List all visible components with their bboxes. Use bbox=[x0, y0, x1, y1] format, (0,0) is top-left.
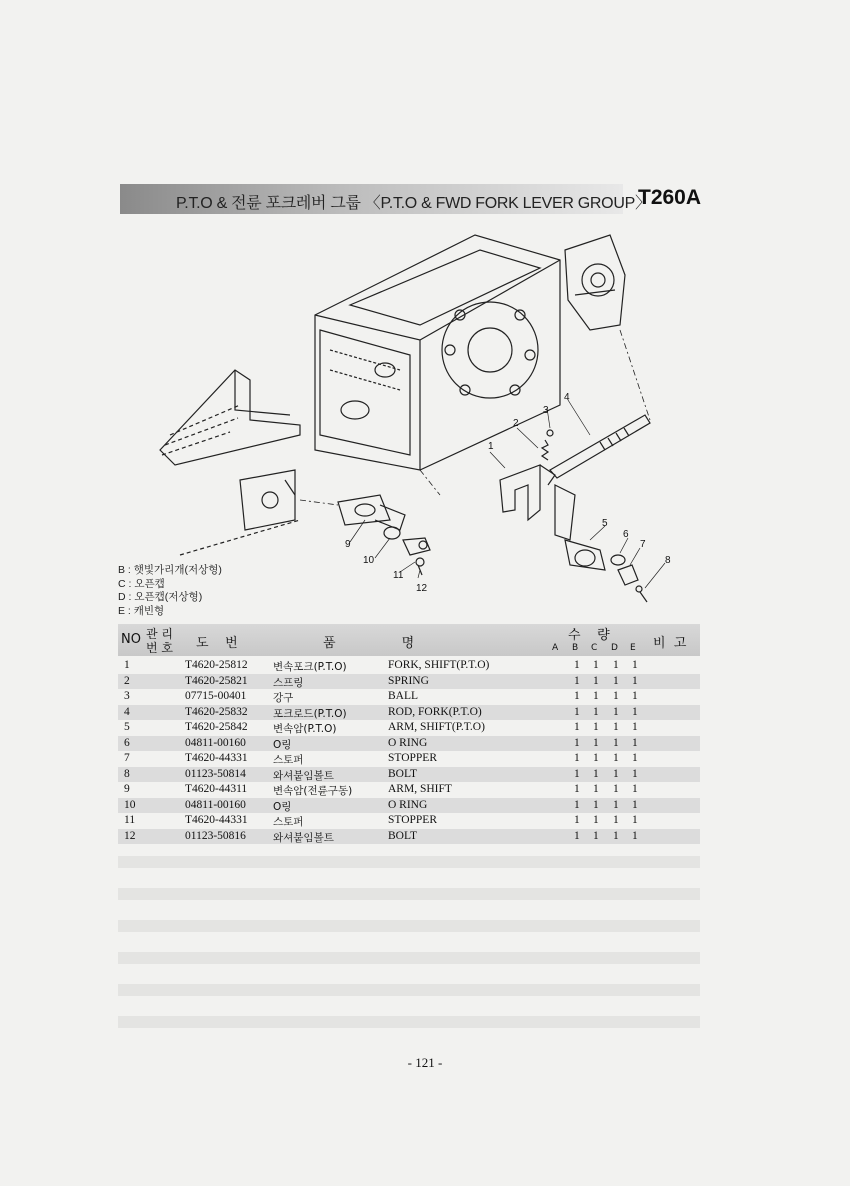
cell-qty-d: 1 bbox=[613, 814, 619, 826]
header-part-name: 품 명 bbox=[323, 636, 415, 651]
cell-name-korean: 변속암(P.T.O) bbox=[273, 723, 337, 735]
callout-9: 9 bbox=[345, 539, 351, 550]
cell-qty-c: 1 bbox=[593, 705, 599, 718]
cell-qty-c: 1 bbox=[593, 829, 599, 842]
cell-no: 8 bbox=[124, 767, 130, 780]
cell-qty-b: 1 bbox=[574, 798, 580, 811]
header-qty-a: A bbox=[552, 643, 559, 653]
table-row bbox=[118, 674, 700, 690]
cell-no: 6 bbox=[124, 736, 130, 749]
cell-name-english: ARM, SHIFT(P.T.O) bbox=[388, 721, 485, 733]
cell-no: 4 bbox=[124, 705, 130, 718]
cell-qty-b: 1 bbox=[574, 736, 580, 749]
table-row bbox=[118, 782, 700, 798]
cell-qty-b: 1 bbox=[574, 767, 580, 780]
cell-qty-d: 1 bbox=[613, 659, 619, 671]
cell-qty-e: 1 bbox=[632, 814, 638, 826]
cell-qty-e: 1 bbox=[632, 721, 638, 733]
table-row bbox=[118, 658, 700, 674]
legend-item-c: C : 오픈캡 bbox=[118, 577, 165, 590]
cell-qty-e: 1 bbox=[632, 705, 638, 718]
cell-name-korean: 와셔붙임볼트 bbox=[273, 831, 334, 844]
cell-no: 2 bbox=[124, 674, 130, 687]
legend-item-b: B : 햇빛가리개(저상형) bbox=[118, 564, 222, 576]
callout-6: 6 bbox=[623, 529, 629, 540]
cell-name-english: BOLT bbox=[388, 829, 417, 842]
cell-qty-e: 1 bbox=[632, 767, 638, 780]
blank-row bbox=[118, 1016, 700, 1028]
callout-12: 12 bbox=[416, 583, 428, 594]
callout-11: 11 bbox=[393, 570, 404, 581]
cell-qty-c: 1 bbox=[593, 798, 599, 811]
cell-name-korean: 스토퍼 bbox=[273, 754, 304, 766]
group-title: P.T.O & 전륜 포크레버 그룹 〈P.T.O & FWD FORK LEVER GROUP〉 bbox=[176, 195, 651, 212]
callout-1: 1 bbox=[488, 441, 494, 452]
cell-name-korean: 포크로드(P.T.O) bbox=[273, 707, 347, 720]
cell-qty-c: 1 bbox=[593, 690, 599, 702]
cell-name-english: FORK, SHIFT(P.T.O) bbox=[388, 659, 490, 671]
table-row bbox=[118, 736, 700, 752]
cell-qty-c: 1 bbox=[593, 767, 599, 780]
header-qty-e: E bbox=[630, 643, 636, 653]
cell-name-english: STOPPER bbox=[388, 752, 438, 764]
cell-no: 5 bbox=[124, 721, 130, 733]
header-no: NO bbox=[121, 632, 141, 647]
cell-part-number: 01123-50816 bbox=[185, 829, 246, 842]
legend-item-e: E : 캐빈형 bbox=[118, 604, 165, 617]
cell-name-korean: O링 bbox=[273, 800, 292, 813]
cell-name-english: ROD, FORK(P.T.O) bbox=[388, 705, 482, 718]
cell-no: 11 bbox=[124, 814, 136, 826]
cell-qty-b: 1 bbox=[574, 752, 580, 764]
cell-part-number: T4620-44331 bbox=[185, 752, 248, 764]
cell-name-english: O RING bbox=[388, 736, 428, 749]
cell-qty-d: 1 bbox=[613, 721, 619, 733]
cell-qty-d: 1 bbox=[613, 829, 619, 842]
cell-no: 3 bbox=[124, 690, 130, 702]
header-qty-c: C bbox=[591, 643, 598, 653]
cell-qty-b: 1 bbox=[574, 829, 580, 842]
cell-part-number: T4620-44331 bbox=[185, 814, 248, 826]
cell-qty-b: 1 bbox=[574, 690, 580, 702]
table-row bbox=[118, 751, 700, 767]
cell-qty-e: 1 bbox=[632, 783, 638, 795]
header-qty-b: B bbox=[572, 643, 579, 653]
callout-8: 8 bbox=[665, 555, 671, 566]
cell-qty-c: 1 bbox=[593, 752, 599, 764]
blank-row bbox=[118, 920, 700, 932]
header-drawing-no: 도 번 bbox=[196, 636, 238, 651]
cell-name-english: ARM, SHIFT bbox=[388, 783, 452, 795]
cell-qty-d: 1 bbox=[613, 767, 619, 780]
callout-2: 2 bbox=[513, 418, 519, 429]
callout-4: 4 bbox=[564, 392, 570, 403]
header-quantity: 수 량 bbox=[568, 628, 610, 643]
cell-qty-e: 1 bbox=[632, 798, 638, 811]
cell-qty-d: 1 bbox=[613, 736, 619, 749]
cell-qty-d: 1 bbox=[613, 798, 619, 811]
callout-3: 3 bbox=[543, 405, 549, 416]
cell-part-number: T4620-25821 bbox=[185, 674, 248, 687]
table-row bbox=[118, 829, 700, 845]
cell-name-korean: 와셔붙임볼트 bbox=[273, 769, 334, 782]
cell-part-number: T4620-25842 bbox=[185, 721, 248, 733]
cell-part-number: 01123-50814 bbox=[185, 767, 246, 780]
cell-qty-e: 1 bbox=[632, 674, 638, 687]
cell-part-number: 04811-00160 bbox=[185, 798, 246, 811]
header-mgmt-2: 번 호 bbox=[146, 641, 173, 655]
cell-part-number: T4620-25812 bbox=[185, 659, 248, 671]
callout-7: 7 bbox=[640, 539, 646, 550]
header-qty-d: D bbox=[611, 643, 618, 653]
table-row bbox=[118, 798, 700, 814]
cell-qty-c: 1 bbox=[593, 674, 599, 687]
table-row bbox=[118, 720, 700, 736]
cell-no: 10 bbox=[124, 798, 136, 811]
cell-qty-b: 1 bbox=[574, 721, 580, 733]
callout-5: 5 bbox=[602, 518, 608, 529]
cell-name-english: SPRING bbox=[388, 674, 429, 687]
page-number: - 121 - bbox=[407, 1055, 443, 1070]
cell-qty-d: 1 bbox=[613, 690, 619, 702]
model-code: T260A bbox=[638, 186, 702, 209]
legend-item-d: D : 오픈캡(저상형) bbox=[118, 591, 203, 603]
table-row bbox=[118, 813, 700, 829]
cell-qty-b: 1 bbox=[574, 674, 580, 687]
cell-name-english: STOPPER bbox=[388, 814, 438, 826]
cell-name-korean: 변속암(전륜구동) bbox=[273, 785, 353, 797]
table-row bbox=[118, 705, 700, 721]
cell-name-english: BALL bbox=[388, 690, 419, 702]
cell-name-korean: 변속포크(P.T.O) bbox=[273, 661, 347, 673]
cell-part-number: 07715-00401 bbox=[185, 690, 247, 702]
blank-row bbox=[118, 984, 700, 996]
cell-qty-d: 1 bbox=[613, 705, 619, 718]
cell-qty-e: 1 bbox=[632, 690, 638, 702]
cell-qty-d: 1 bbox=[613, 783, 619, 795]
cell-qty-e: 1 bbox=[632, 829, 638, 842]
blank-row bbox=[118, 952, 700, 964]
cell-qty-e: 1 bbox=[632, 752, 638, 764]
exploded-parts-diagram bbox=[120, 220, 700, 620]
parts-table-header bbox=[118, 624, 700, 656]
cell-qty-b: 1 bbox=[574, 814, 580, 826]
cell-name-english: O RING bbox=[388, 798, 428, 811]
blank-table-rows bbox=[118, 848, 700, 1034]
cell-no: 1 bbox=[124, 659, 130, 671]
cell-qty-d: 1 bbox=[613, 674, 619, 687]
cell-qty-c: 1 bbox=[593, 659, 599, 671]
header-remarks: 비 고 bbox=[653, 636, 687, 651]
cell-name-korean: 스토퍼 bbox=[273, 816, 304, 828]
cell-qty-b: 1 bbox=[574, 659, 580, 671]
cell-qty-e: 1 bbox=[632, 736, 638, 749]
cell-name-korean: 스프링 bbox=[273, 676, 304, 689]
cell-name-korean: 강구 bbox=[273, 692, 294, 704]
cell-part-number: 04811-00160 bbox=[185, 736, 246, 749]
cell-qty-c: 1 bbox=[593, 783, 599, 795]
group-title-bar bbox=[120, 184, 702, 214]
cell-qty-e: 1 bbox=[632, 659, 638, 671]
blank-row bbox=[118, 888, 700, 900]
table-row bbox=[118, 767, 700, 783]
cell-qty-c: 1 bbox=[593, 721, 599, 733]
header-mgmt-1: 관 리 bbox=[146, 627, 173, 641]
cell-no: 12 bbox=[124, 829, 136, 842]
cell-no: 7 bbox=[124, 752, 130, 764]
transmission-housing-drawing bbox=[160, 235, 665, 602]
blank-row bbox=[118, 856, 700, 868]
cell-qty-c: 1 bbox=[593, 736, 599, 749]
cell-no: 9 bbox=[124, 783, 130, 795]
cell-qty-d: 1 bbox=[613, 752, 619, 764]
cell-part-number: T4620-25832 bbox=[185, 705, 248, 718]
cell-part-number: T4620-44311 bbox=[185, 783, 248, 795]
variant-legend bbox=[118, 564, 222, 618]
cell-name-korean: O링 bbox=[273, 738, 292, 751]
callout-10: 10 bbox=[363, 555, 375, 566]
cell-qty-c: 1 bbox=[593, 814, 599, 826]
cell-qty-b: 1 bbox=[574, 783, 580, 795]
cell-name-english: BOLT bbox=[388, 767, 417, 780]
cell-qty-b: 1 bbox=[574, 705, 580, 718]
table-row bbox=[118, 689, 700, 705]
